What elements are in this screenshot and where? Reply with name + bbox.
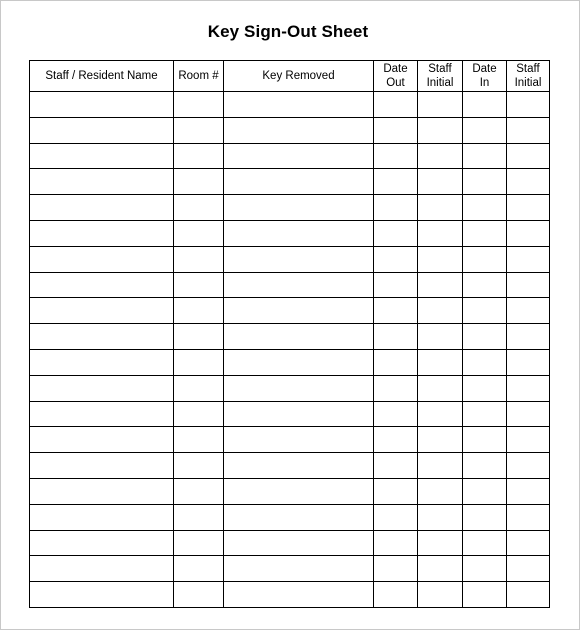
table-cell[interactable] xyxy=(374,117,418,143)
table-cell[interactable] xyxy=(463,530,507,556)
column-header-text: Room # xyxy=(178,70,219,82)
table-cell[interactable] xyxy=(30,169,174,195)
table-cell[interactable] xyxy=(507,195,550,221)
table-cell[interactable] xyxy=(463,117,507,143)
table-cell[interactable] xyxy=(30,272,174,298)
table-cell[interactable] xyxy=(374,427,418,453)
table-row xyxy=(30,401,550,427)
table-cell[interactable] xyxy=(507,349,550,375)
table-row xyxy=(30,324,550,350)
table-cell[interactable] xyxy=(174,401,224,427)
table-cell[interactable] xyxy=(374,324,418,350)
table-cell[interactable] xyxy=(507,92,550,118)
table-cell[interactable] xyxy=(418,246,463,272)
table-cell[interactable] xyxy=(224,324,374,350)
table-cell[interactable] xyxy=(374,453,418,479)
table-cell[interactable] xyxy=(463,92,507,118)
table-row xyxy=(30,530,550,556)
table-cell[interactable] xyxy=(374,143,418,169)
table-cell[interactable] xyxy=(463,375,507,401)
table-cell[interactable] xyxy=(507,556,550,582)
table-row xyxy=(30,556,550,582)
table-cell[interactable] xyxy=(30,195,174,221)
table-cell[interactable] xyxy=(224,556,374,582)
column-header-text: In xyxy=(479,77,490,89)
table-cell[interactable] xyxy=(418,143,463,169)
table-cell[interactable] xyxy=(463,272,507,298)
table-cell[interactable] xyxy=(30,349,174,375)
table-cell[interactable] xyxy=(507,298,550,324)
table-cell[interactable] xyxy=(174,298,224,324)
table-cell[interactable] xyxy=(374,582,418,608)
table-cell[interactable] xyxy=(507,530,550,556)
table-row xyxy=(30,427,550,453)
table-cell[interactable] xyxy=(174,117,224,143)
column-header xyxy=(224,61,374,92)
table-header xyxy=(30,61,550,92)
key-signout-table xyxy=(29,60,550,608)
table-cell[interactable] xyxy=(30,246,174,272)
table-cell[interactable] xyxy=(224,195,374,221)
table-cell[interactable] xyxy=(507,169,550,195)
column-header xyxy=(463,61,507,92)
table-cell[interactable] xyxy=(507,272,550,298)
page-title: Key Sign-Out Sheet xyxy=(207,22,369,41)
column-header xyxy=(374,61,418,92)
table-cell[interactable] xyxy=(507,117,550,143)
table-cell[interactable] xyxy=(463,349,507,375)
table-cell[interactable] xyxy=(418,349,463,375)
table-cell[interactable] xyxy=(224,453,374,479)
table-cell[interactable] xyxy=(224,530,374,556)
table-cell[interactable] xyxy=(418,169,463,195)
table-row xyxy=(30,272,550,298)
table-cell[interactable] xyxy=(30,556,174,582)
table-cell[interactable] xyxy=(30,401,174,427)
table-cell[interactable] xyxy=(174,375,224,401)
table-cell[interactable] xyxy=(374,401,418,427)
table-cell[interactable] xyxy=(224,246,374,272)
table-cell[interactable] xyxy=(174,143,224,169)
table-cell[interactable] xyxy=(374,195,418,221)
table-cell[interactable] xyxy=(463,504,507,530)
table-cell[interactable] xyxy=(224,169,374,195)
table-row xyxy=(30,582,550,608)
table-cell[interactable] xyxy=(30,427,174,453)
table-cell[interactable] xyxy=(30,504,174,530)
table-cell[interactable] xyxy=(507,453,550,479)
table-cell[interactable] xyxy=(507,324,550,350)
table-cell[interactable] xyxy=(463,143,507,169)
table-cell[interactable] xyxy=(224,427,374,453)
header-row xyxy=(30,61,550,92)
table-row xyxy=(30,504,550,530)
table-cell[interactable] xyxy=(174,92,224,118)
table-cell[interactable] xyxy=(224,272,374,298)
table-cell[interactable] xyxy=(174,504,224,530)
table-cell[interactable] xyxy=(30,530,174,556)
table-cell[interactable] xyxy=(418,195,463,221)
table-cell[interactable] xyxy=(418,453,463,479)
table-cell[interactable] xyxy=(463,195,507,221)
table-cell[interactable] xyxy=(174,246,224,272)
table-cell[interactable] xyxy=(507,582,550,608)
table-row xyxy=(30,246,550,272)
table-cell[interactable] xyxy=(174,530,224,556)
table-cell[interactable] xyxy=(374,504,418,530)
table-cell[interactable] xyxy=(174,478,224,504)
table-cell[interactable] xyxy=(418,401,463,427)
table-row xyxy=(30,375,550,401)
column-header-text: Date xyxy=(383,63,408,75)
table-cell[interactable] xyxy=(463,582,507,608)
table-cell[interactable] xyxy=(224,375,374,401)
table-cell[interactable] xyxy=(224,504,374,530)
table-cell[interactable] xyxy=(174,195,224,221)
table-cell[interactable] xyxy=(507,478,550,504)
table-cell[interactable] xyxy=(30,92,174,118)
table-cell[interactable] xyxy=(463,478,507,504)
table-cell[interactable] xyxy=(174,349,224,375)
table-cell[interactable] xyxy=(418,427,463,453)
table-row xyxy=(30,195,550,221)
table-cell[interactable] xyxy=(224,298,374,324)
table-cell[interactable] xyxy=(30,582,174,608)
table-cell[interactable] xyxy=(174,272,224,298)
table-cell[interactable] xyxy=(30,453,174,479)
column-header-text: Key Removed xyxy=(262,70,335,82)
table-cell[interactable] xyxy=(418,582,463,608)
table-cell[interactable] xyxy=(224,582,374,608)
column-header-text: Staff / Resident Name xyxy=(45,70,158,82)
table-row xyxy=(30,143,550,169)
table-cell[interactable] xyxy=(374,478,418,504)
table-cell[interactable] xyxy=(224,92,374,118)
table-cell[interactable] xyxy=(174,324,224,350)
table-cell[interactable] xyxy=(30,375,174,401)
table-row xyxy=(30,453,550,479)
table-cell[interactable] xyxy=(418,324,463,350)
column-header-text: Date xyxy=(472,63,497,75)
table-row xyxy=(30,349,550,375)
table-row xyxy=(30,92,550,118)
table-cell[interactable] xyxy=(418,298,463,324)
table-body xyxy=(30,92,550,608)
table-cell[interactable] xyxy=(174,556,224,582)
table-cell[interactable] xyxy=(374,246,418,272)
table-cell[interactable] xyxy=(374,298,418,324)
table-cell[interactable] xyxy=(463,169,507,195)
table-cell[interactable] xyxy=(418,375,463,401)
table-cell[interactable] xyxy=(224,349,374,375)
table-cell[interactable] xyxy=(374,556,418,582)
table-cell[interactable] xyxy=(174,453,224,479)
column-header-text: Staff xyxy=(428,63,452,75)
table-cell[interactable] xyxy=(418,478,463,504)
table-cell[interactable] xyxy=(418,117,463,143)
table-cell[interactable] xyxy=(463,298,507,324)
table-cell[interactable] xyxy=(30,143,174,169)
column-header xyxy=(30,61,174,92)
table-cell[interactable] xyxy=(30,220,174,246)
table-cell[interactable] xyxy=(374,92,418,118)
table-cell[interactable] xyxy=(30,324,174,350)
table-cell[interactable] xyxy=(463,401,507,427)
column-header xyxy=(507,61,550,92)
table-cell[interactable] xyxy=(30,117,174,143)
table-cell[interactable] xyxy=(463,220,507,246)
table-cell[interactable] xyxy=(418,220,463,246)
table-cell[interactable] xyxy=(374,272,418,298)
table-cell[interactable] xyxy=(507,504,550,530)
table-cell[interactable] xyxy=(507,220,550,246)
column-header xyxy=(418,61,463,92)
table-cell[interactable] xyxy=(374,349,418,375)
table-cell[interactable] xyxy=(463,324,507,350)
table-cell[interactable] xyxy=(507,375,550,401)
table-cell[interactable] xyxy=(174,169,224,195)
table-cell[interactable] xyxy=(374,530,418,556)
table-cell[interactable] xyxy=(224,478,374,504)
table-cell[interactable] xyxy=(507,143,550,169)
column-header xyxy=(174,61,224,92)
table-cell[interactable] xyxy=(418,530,463,556)
table-cell[interactable] xyxy=(418,92,463,118)
table-cell[interactable] xyxy=(507,427,550,453)
column-header-text: Initial xyxy=(514,77,542,89)
column-header-text: Out xyxy=(386,77,405,89)
table-cell[interactable] xyxy=(224,143,374,169)
table-cell[interactable] xyxy=(463,246,507,272)
table-cell[interactable] xyxy=(224,117,374,143)
table-row xyxy=(30,298,550,324)
table-cell[interactable] xyxy=(224,220,374,246)
table-cell[interactable] xyxy=(418,556,463,582)
table-row xyxy=(30,117,550,143)
table-cell[interactable] xyxy=(418,504,463,530)
table-row xyxy=(30,220,550,246)
table-row xyxy=(30,169,550,195)
table-row xyxy=(30,478,550,504)
column-header-text: Staff xyxy=(516,63,540,75)
table-cell[interactable] xyxy=(30,478,174,504)
table-cell[interactable] xyxy=(224,401,374,427)
table-cell[interactable] xyxy=(374,169,418,195)
table-cell[interactable] xyxy=(374,220,418,246)
table-cell[interactable] xyxy=(374,375,418,401)
table-cell[interactable] xyxy=(507,401,550,427)
table-cell[interactable] xyxy=(30,298,174,324)
table-cell[interactable] xyxy=(463,427,507,453)
table-cell[interactable] xyxy=(507,246,550,272)
table-cell[interactable] xyxy=(174,220,224,246)
table-cell[interactable] xyxy=(418,272,463,298)
table-cell[interactable] xyxy=(174,582,224,608)
column-header-text: Initial xyxy=(426,77,454,89)
table-cell[interactable] xyxy=(463,453,507,479)
table-cell[interactable] xyxy=(463,556,507,582)
table-cell[interactable] xyxy=(174,427,224,453)
